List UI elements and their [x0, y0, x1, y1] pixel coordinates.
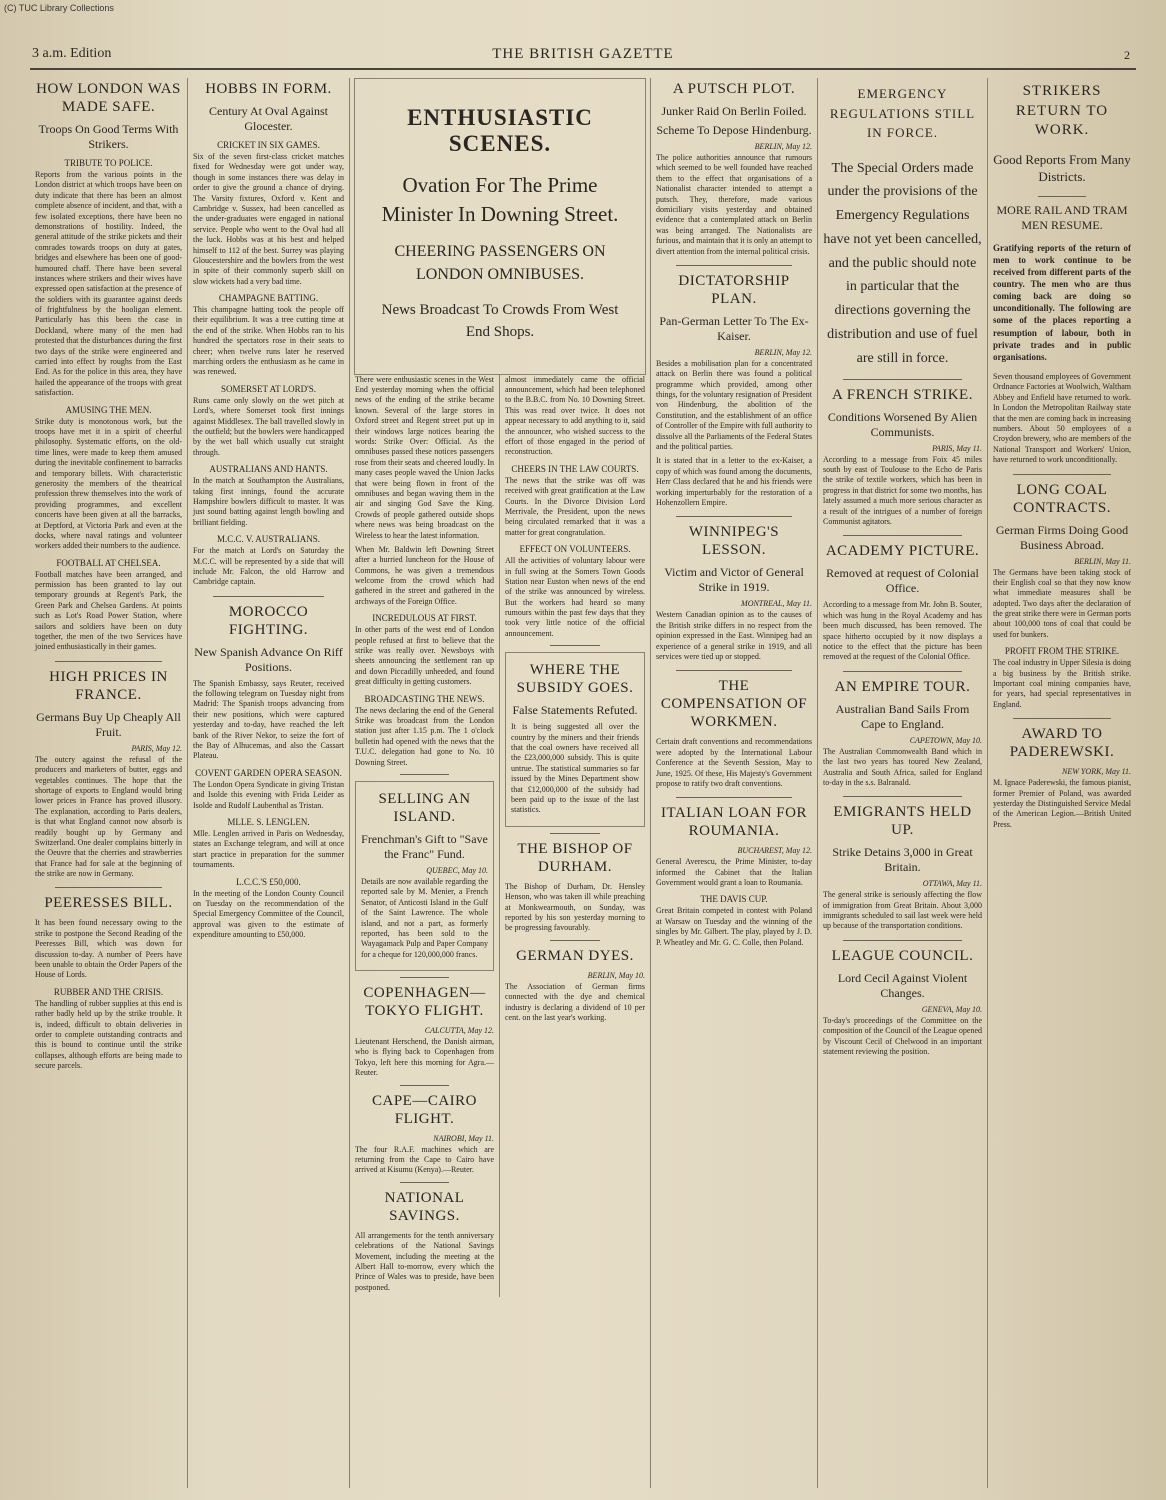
dateline: MONTREAL, May 11. — [741, 599, 812, 609]
deck: Lord Cecil Against Violent Changes. — [837, 970, 968, 1000]
headline-subsidy: WHERE THE SUBSIDY GOES. — [516, 662, 634, 697]
divider — [676, 516, 792, 517]
center-right-column — [500, 375, 650, 1028]
dateline: PARIS, May 11. — [932, 443, 982, 453]
divider — [550, 833, 600, 834]
dateline: BERLIN, May 10. — [587, 970, 645, 980]
divider — [400, 977, 449, 978]
lead-deck: News Broadcast To Crowds From West End Shops. — [381, 302, 619, 340]
subheading: CRICKET IN SIX GAMES. — [217, 140, 320, 150]
subheading: PROFIT FROM THE STRIKE. — [1004, 646, 1120, 657]
divider — [400, 774, 449, 775]
dateline: BERLIN, May 12. — [754, 347, 812, 357]
dateline: NEW YORK, May 11. — [1062, 767, 1131, 777]
dateline: PARIS, May 12. — [131, 743, 182, 753]
article-body: In the match at Southampton the Australians, taking first innings, found the accurate Hampshire bowlers difficult to master. It was just sound batting against length bowling and brilliant fielding. — [193, 476, 344, 527]
masthead — [30, 42, 1136, 70]
headline-peeresses-bill: PEERESSES BILL. — [44, 895, 173, 912]
deck: German Firms Doing Good Business Abroad. — [995, 522, 1129, 552]
headline-dictatorship-plan: DICTATORSHIP PLAN. — [678, 272, 790, 307]
article-body: Runs came only slowly on the wet pitch at Lord's, where Somerset took first innings against Middlesex. The ball travelled slowly in the outfield; but the bowlers were handicapped by the wet ball which usually cut straight through. — [193, 395, 344, 457]
article-body: The Bishop of Durham, Dr. Hensley Henson, who was taken ill while preaching at Monkwearmouth, on Sunday, was reported by his son yesterday morning to be progressing favourably. — [505, 881, 645, 933]
column-2 — [188, 78, 350, 1488]
deck: Conditions Worsened By Alien Communists. — [827, 409, 978, 439]
deck: Scheme To Depose Hindenburg. — [656, 123, 812, 137]
article-body: For the match at Lord's on Saturday the M.C.C. will be represented by a side that will include Mr. Falcon, the old Harrow and Cambridge captain. — [193, 546, 344, 587]
subheading: COVENT GARDEN OPERA SEASON. — [195, 767, 342, 778]
divider — [400, 1085, 449, 1086]
subheading: BROADCASTING THE NEWS. — [364, 693, 485, 704]
headline-german-dyes: GERMAN DYES. — [516, 947, 634, 964]
page-number: 2 — [1124, 48, 1130, 62]
article-body: The London Opera Syndicate in giving Tristan and Isolde this evening with Frida Leider as Isolde and Rudolf Laubenthal as Tristan. — [193, 779, 344, 810]
article-body: The Spanish Embassy, says Reuter, received the following telegram on Tuesday night from Madrid: The Spanish troops advancing from their new positions, which were captured yesterday and to-day, have reached the left bank of the River Nekor, to seize the fort of the Bay of Alhucemas, and also the Cassart Plateau. — [193, 678, 344, 761]
article-body: Western Canadian opinion as to the causes of the British strike differs in no respect from the opinion expressed in the East. Winnipeg had an experience of a general strike in 1919, and all services were tied up or stopped. — [656, 610, 812, 661]
subheading: MLLE. S. LENGLEN. — [227, 816, 310, 827]
dateline: BERLIN, May 11. — [1074, 556, 1131, 566]
article-body: Lieutenant Herschend, the Danish airman, who is flying back to Copenhagen from Tokyo, left here this morning for Agra.—Reuter. — [355, 1037, 494, 1078]
article-body: Six of the seven first-class cricket matches fixed for Wednesday were got under way, though in some instances there was delay in order to give the ground a chance of drying. The Varsity fixtures, Oxford v. Kent and Cambridge v. Sussex, had been cancelled as the under-graduates were engaged in national service. People who went to the Oval had all the luck. Hobbs was at his best and helped himself to 112 of the best. Surrey was playing Gloucestershire and the bowlers from the west in spite of their commonly superb skill on slow wickets had a very bad time. — [193, 152, 344, 286]
headline-strikers-return: STRIKERS RETURN TO WORK. — [1015, 83, 1109, 138]
deck: Germans Buy Up Cheaply All Fruit. — [36, 709, 181, 739]
center-feature — [350, 78, 650, 1488]
article-body: In the meeting of the London County Council on Tuesday on the recommendation of the Special Emergency Committee of the Council, approval was given to the estimate of expenditure amounting to £50,000. — [193, 888, 344, 940]
headline-league-council: LEAGUE COUNCIL. — [831, 947, 974, 964]
subheading: AUSTRALIANS AND HANTS. — [209, 464, 328, 475]
deck: Good Reports From Many Districts. — [993, 151, 1131, 185]
deck: Australian Band Sails From Cape to England. — [835, 701, 970, 731]
center-left-column — [350, 375, 500, 1297]
article-body: The police authorities announce that rumours which seemed to be well founded have reached them to the effect that organisations of a Nationalist character intended to attempt a putsch. They, therefore, made various domiciliary visits yesterday and obtained evidence that a contemplated attack on Berlin was being arranged. The Nationalists are furious, and maintain that it is only an attempt to divert attention from the internal political crisis. — [656, 153, 812, 256]
column-1 — [30, 78, 188, 1488]
headline-copenhagen-flight: COPENHAGEN—TOKYO FLIGHT. — [363, 985, 486, 1020]
subheading: TRIBUTE TO POLICE. — [64, 158, 153, 168]
newspaper-title: THE BRITISH GAZETTE — [492, 46, 674, 62]
headline-coal-contracts: LONG COAL CONTRACTS. — [1013, 481, 1111, 516]
article-body: The Association of German firms connected with the dye and chemical industry is declaring a dividend of 10 per cent. on the last year's working. — [505, 981, 645, 1022]
column-7 — [988, 78, 1136, 1488]
subheading: RUBBER AND THE CRISIS. — [53, 986, 164, 997]
divider — [55, 887, 162, 888]
dateline: GENEVA, May 10. — [921, 1004, 982, 1014]
divider — [843, 796, 962, 797]
article-body: According to a message from Foix 45 miles south by east of Toulouse to the Echo de Paris the strike of textile workers, which has been in progress in that district for some two months, has lately assumed a much more serious character as a result of the intrigues of a number of foreign Communist agitators. — [823, 454, 982, 527]
article-body: The coal industry in Upper Silesia is doing a big business by the British strike. Important coal mining companies have, for years, had special representatives in England. — [993, 658, 1131, 709]
deck: Century At Oval Against Glocester. — [209, 104, 328, 133]
lead-headline: ENTHUSIASTIC SCENES. — [407, 105, 593, 156]
article-body: General Averescu, the Prime Minister, to-day informed the Cabinet that the Italian Government would grant a loan to Roumania. — [656, 857, 812, 888]
article-body: There were enthusiastic scenes in the West End yesterday morning when the official news of the ending of the strike became known. Several of the large stores in Oxford street and Regent street put up in their windows large notices bearing the words: Strike Over: Official. As the omnibuses passed these notices passengers rose from their seats and cheered loudly. In many cases people waved the Union Jacks that were being flown in front of the omnibuses and began waving them in the air and singing God Save the King. Crowds of people gathered outside shops where news was being broadcast on the Wireless to hear the latest information. — [355, 374, 494, 540]
subheading: CHEERS IN THE LAW COURTS. — [511, 463, 639, 474]
subheading: SOMERSET AT LORD'S. — [220, 383, 317, 394]
headline-emigrants: EMIGRANTS HELD UP. — [833, 804, 972, 839]
article-body: Besides a mobilisation plan for a concentrated attack on Berlin there was found a political programme which provided, among other things, for the voluntary resignation of President von Hindenburg, the abolition of the Constitution, and the establishment of an office of Controller of the Empire with full authority to dissolve all the Parliaments of the Federal States and the political parties. — [656, 358, 812, 452]
deck: Strike Detains 3,000 in Great Britain. — [832, 845, 973, 875]
article-body: All the activities of voluntary labour were in full swing at the Somers Town Goods Station near Euston when news of the end of the strike was announced by wireless. But the workers had heard so many rumours within the past few days that they took very little notice of the official announcement. — [505, 556, 645, 638]
article-body: To-day's proceedings of the Committee on the composition of the Council of the League opened by Viscount Cecil of Chelwood in an important statement reviewing the position. — [823, 1015, 982, 1057]
divider — [213, 596, 324, 597]
headline-academy-picture: ACADEMY PICTURE. — [825, 543, 980, 560]
deck: MORE RAIL AND TRAM MEN RESUME. — [996, 202, 1128, 232]
article-body: It is stated that in a letter to the ex-Kaiser, a copy of which was found among the documents, Herr Class declared that he and his friends were working imperturbably for the restoration of a Hohenzollern Empire. — [656, 456, 812, 507]
divider — [843, 379, 962, 380]
headline-putsch-plot: A PUTSCH PLOT. — [672, 81, 796, 97]
headline-italian-loan: ITALIAN LOAN FOR ROUMANIA. — [661, 805, 807, 840]
headline-london-safe: HOW LONDON WAS MADE SAFE. — [36, 81, 181, 115]
headline-national-savings: NATIONAL SAVINGS. — [384, 1189, 465, 1224]
headline-hobbs: HOBBS IN FORM. — [205, 81, 332, 97]
article-body: The news that the strike was off was received with great gratification at the Law Courts. In the Divorce Division Lord Merrivale, the President, upon the news being circulated remarked that it was a matter for great congratulation. — [505, 475, 645, 537]
article-body: It has been found necessary owing to the strike to postpone the Second Reading of the Peeresses Bill, which was down for discussion to-day. A number of Peers have been unable to obtain the Order Papers of the House of Lords. — [35, 918, 182, 980]
article-body: Football matches have been arranged, and permission has been granted to lay out temporary grounds at Regent's Park, the Green Park and Chelsea Gardens. At points such as Lot's Road Power Station, where sailors and soldiers have been on duty together, the men of the two Services have joined enthusiastically in their games. — [35, 569, 182, 652]
article-body: Strike duty is monotonous work, but the troops have met it in a spirit of cheerful philosophy. Systematic efforts, on the old-time lines, were made to keep them amused during the inevitable confinement to barracks and temporary billets. With characteristic generosity the members of the theatrical profession threw themselves into the work of providing programmes, and excellent concerts have been given at all the barracks, at Deptford, at Victoria Park and even at the docks, where naval ratings and volunteer workers added their numbers to the audience. — [35, 416, 182, 551]
deck: Pan-German Letter To The Ex-Kaiser. — [659, 313, 809, 343]
deck: Junker Raid On Berlin Foiled. — [661, 104, 807, 118]
divider — [676, 265, 792, 266]
divider — [843, 535, 962, 536]
dateline: BUCHAREST, May 12. — [737, 846, 812, 856]
subheading: AMUSING THE MEN. — [65, 404, 152, 415]
headline-paderewski: AWARD TO PADEREWSKI. — [1009, 726, 1115, 761]
divider — [1013, 718, 1111, 719]
lead-deck: CHEERING PASSENGERS ON LONDON OMNIBUSES. — [394, 242, 606, 283]
divider — [676, 670, 792, 671]
article-body: Reports from the various points in the London district at which troops have been on duty indicate that there has been an almost complete absence of incident, and that, with a few isolated exceptions, there have been no demonstrations of hostility. Indeed, the general attitude of the strike pickets and their comrades towards troops on duty at gates, bridges and elsewhere has been one of good-humoured chaff. There have been several instances where strikers and their wives have expressed open satisfaction at the presence of the soldiers with its guarantee against deeds of frightfulness by the hooligan element. Particularly has this been the case in Dockland, where many of the men had protested that the disturbances during the first two days of the strike were engineered and carried into effect by roughs from the East End. As for the police in this area, they have hailed the appearance of the troops with great satisfaction. — [35, 170, 182, 398]
headline-selling-island: SELLING AN ISLAND. — [378, 790, 471, 825]
article-body: The four R.A.F. machines which are returning from the Cape to Cairo have arrived at Kisumu (Kenya).—Reuter. — [355, 1144, 494, 1175]
article-body: Seven thousand employees of Government Ordnance Factories at Woolwich, Waltham Abbey and Enfield have returned to work. In London the Metropolitan Railway state that the men are coming back in increasing numbers. About 50 employees of a Croydon brewery, who are members of the National Transport and Workers' Union, have returned to work unconditionally. — [993, 372, 1131, 465]
article-body: It is being suggested all over the country by the miners and their friends that the coal owners have received all the £23,000,000 subsidy. This is quite untrue. The statistical summaries so far issued by the Mines Department show that £12,000,000 of the subsidy had been paid up to the issue of the last statistics. — [511, 722, 639, 815]
article-body: When Mr. Baldwin left Downing Street after a hurried luncheon for the House of Commons, he was given a tremendous welcome from the crowd which had gathered in the street and gathered in the archways of the Foreign Office. — [355, 544, 494, 606]
subheading: THE DAVIS CUP. — [700, 894, 768, 905]
article-body: The Australian Commonwealth Band which in the last two years has toured New Zealand, Australia and South Africa, sailed for England to-day in the s.s. Balranald. — [823, 746, 982, 787]
article-body: The general strike is seriously affecting the flow of immigration from Great Britain. About 3,000 immigrants scheduled to sail last week were held up because of the transportation conditions. — [823, 890, 982, 931]
article-body: almost immediately came the official announcement, which had been telephoned to the B.B.C. from No. 10 Downing Street. This was read over twice. It does not appear necessary to add anything to it, said the announcer, who wished success to the effort of those engaged in the period of reconstruction. — [505, 374, 645, 457]
article-body: Mlle. Lenglen arrived in Paris on Wednesday, states an Exchange telegram, and will at once start practice in preparation for the summer tournaments. — [193, 828, 344, 870]
lead-deck: Ovation For The Prime Minister In Downing Street. — [381, 173, 619, 227]
article-body: Certain draft conventions and recommendations were adopted by the International Labour Conference at the Seventh Session, May to June, 1925. Of these, His Majesty's Government propose to ratify two draft conventions. — [656, 737, 812, 788]
dateline: OTTAWA, May 11. — [922, 879, 982, 889]
article-body: Details are now available regarding the reported sale by M. Menier, a French Senator, of Anticosti Island in the Gulf of the Saint Lawrence. The whole island, and not a part, as formerly reported, has been sold to the Wayagamack Pulp and Paper Company for a cheque for 120,000,000 francs. — [361, 876, 488, 959]
article-columns — [30, 78, 1136, 1488]
column-5 — [650, 78, 818, 1488]
deck: Frenchman's Gift to "Save the Franc" Fund. — [361, 831, 488, 861]
lead-story-frame — [354, 78, 646, 375]
divider — [843, 940, 962, 941]
divider — [843, 671, 962, 672]
subheading: CHAMPAGNE BATTING. — [218, 293, 319, 304]
article-body: The handling of rubber supplies at this end is rather badly held up by the strike trouble. It is, indeed, difficult to obtain deliveries in order to complete outstanding contracts and this is bound to continue until the strike collapses, although efforts are being made to secure parcels. — [35, 998, 182, 1071]
headline-morocco: MOROCCO FIGHTING. — [228, 603, 309, 638]
edition-label: 3 a.m. Edition — [32, 46, 112, 61]
deck: Victim and Victor of General Strike in 1919. — [664, 565, 804, 595]
article-body: Great Britain competed in contest with Poland at Warsaw on Tuesday and the winning of the singles by Mr. Gilbert. The play, played by J. D. P. Wheatley and Mr. G. C. Colle, then Poland. — [656, 906, 812, 947]
news-box — [355, 781, 494, 971]
dateline: CAPETOWN, May 10. — [909, 735, 982, 745]
dateline: NAIROBI, May 11. — [433, 1133, 494, 1143]
deck: New Spanish Advance On Riff Positions. — [194, 644, 343, 674]
divider — [550, 645, 600, 646]
subheading: M.C.C. V. AUSTRALIANS. — [217, 534, 320, 545]
dateline: QUEBEC, May 10. — [426, 865, 488, 875]
article-body: The Germans have been taking stock of their English coal so that they now know what immediate measures shall be adopted. Two days after the declaration of the great strike there were in German ports about 100,000 tons of coal that could be used for bunkers. — [993, 567, 1131, 639]
copyright-credit: (C) TUC Library Collections — [4, 3, 114, 13]
article-body: All arrangements for the tenth anniversary celebrations of the National Savings Movement, including the meeting at the Albert Hall to-morrow, every which the Prince of Wales was to preside, have been postponed. — [355, 1230, 494, 1292]
divider — [550, 940, 600, 941]
headline-bishop-durham: THE BISHOP OF DURHAM. — [517, 840, 633, 875]
lead-paragraph: Gratifying reports of the return of men to work continue to be received from different parts of the country. The men who are thus coming back are doing so unconditionally. The following are some of the places reporting a resumption of labour, both in private trades and in public organisations. — [993, 242, 1131, 362]
subheading: EFFECT ON VOLUNTEERS. — [519, 544, 631, 555]
article-body: According to a message from Mr. John B. Souter, which was hung in the Royal Academy and has been much discussed, has been removed. The space hitherto occupied by it now displays a notice to the effect that the picture has been removed at the request of the Colonial Office. — [823, 600, 982, 662]
emergency-notice: The Special Orders made under the provisions of the Emergency Regulations have not yet been cancelled, and the public should note in particular that the directions governing the distribution and use of fuel are still in force. — [823, 160, 982, 366]
subheading: INCREDULOUS AT FIRST. — [372, 613, 477, 624]
headline-compensation: THE COMPENSATION OF WORKMEN. — [660, 678, 808, 731]
headline-empire-tour: AN EMPIRE TOUR. — [834, 678, 971, 695]
headline-french-strike: A FRENCH STRIKE. — [832, 386, 973, 403]
article-body: The outcry against the refusal of the producers and marketers of butter, eggs and vegetables continues. The hope that the shortage of exports to England would bring lower prices in France has proved illusory. The explanation, according to Paris dealers, is that what England cannot now absorb is readily bought up by Germany and Switzerland. One dealer complains bitterly in the Oeuvre that the cherries and strawberries that France had for sale at the beginning of the strike are now in Germany. — [35, 754, 182, 879]
deck: Removed at request of Colonial Office. — [826, 566, 979, 596]
headline-prices-france: HIGH PRICES IN FRANCE. — [49, 668, 168, 703]
divider — [1038, 196, 1086, 197]
headline-cape-cairo-flight: CAPE—CAIRO FLIGHT. — [371, 1092, 477, 1127]
dateline: CALCUTTA, May 12. — [424, 1026, 494, 1036]
column-6 — [818, 78, 988, 1488]
headline-emergency: EMERGENCY REGULATIONS STILL IN FORCE. — [829, 86, 976, 140]
article-body: The news declaring the end of the General Strike was broadcast from the London station just after 1.15 p.m. The 1 o'clock bulletin had opened with the news that the T.U.C. delegation had gone to No. 10 Downing Street. — [355, 705, 494, 767]
subheading: FOOTBALL AT CHELSEA. — [56, 557, 161, 568]
divider — [55, 661, 162, 662]
subheading: L.C.C.'S £50,000. — [236, 876, 301, 887]
article-body: This champagne batting took the people off their equilibrium. It was a tree cutting time at the end of the strike. When Hobbs ran to his hundred the spectators rose in their seats to cheer; when twelve runs later he reserved marching orders the enthusiasm as he came in was renewed. — [193, 305, 344, 377]
article-body: M. Ignace Paderewski, the famous pianist, former Premier of Poland, was awarded yesterday the Distinguished Service Medal of the American Legion.—British United Press. — [993, 778, 1131, 829]
headline-winnipeg: WINNIPEG'S LESSON. — [688, 524, 780, 559]
deck: Troops On Good Terms With Strikers. — [38, 122, 179, 151]
news-box — [505, 652, 645, 827]
divider — [1013, 474, 1111, 475]
deck: False Statements Refuted. — [512, 703, 638, 718]
divider — [676, 797, 792, 798]
article-body: In other parts of the west end of London people refused at first to believe that the strike was really over. Newsboys with sheets announcing the settlement ran up and down Piccadilly unheeded, and found great difficulty in getting customers. — [355, 625, 494, 687]
divider — [400, 1182, 449, 1183]
dateline: BERLIN, May 12. — [754, 142, 812, 151]
